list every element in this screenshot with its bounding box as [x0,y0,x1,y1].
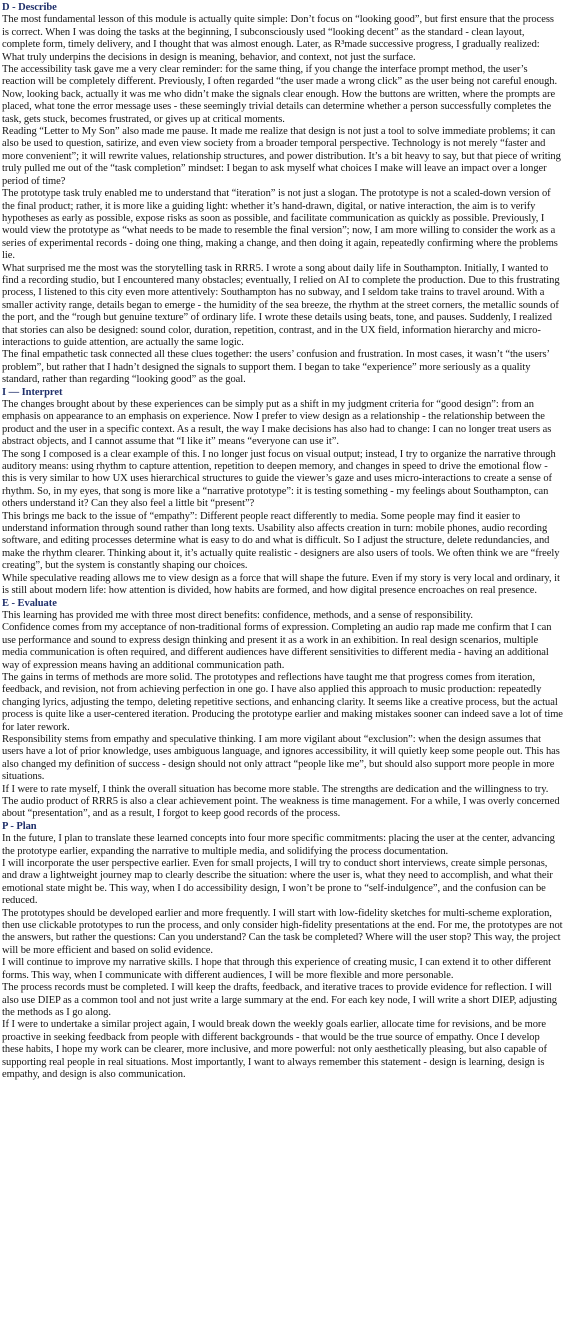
paragraph: Reading “Letter to My Son” also made me pause. It made me realize that design is not just a tool to solve immediate problems; it can also be used to question, satirize, and even view society from a broader temporal perspective. Technology is not merely “faster and more convenient”; it will rewrite values, relationship structures, and power distribution. It’s a bit heavy to say, but that piece of writing truly pulled me out of the “task completion” mindset: I began to ask myself what choices I make will leave an impact over a longer period of time? [2,126,561,187]
paragraph: I will incorporate the user perspective earlier. Even for small projects, I will try to conduct short interviews, create simple personas, and draw a lightweight journey map to clearly describe the situation: where the user is, what they need to accomplish, and what their emotional state might be. This way, when I do accessibility design, I won’t be prone to “self-indulgence”, and the confusion can be reduced. [2,858,553,907]
interpret-section [2,387,563,598]
paragraph: What surprised me the most was the storytelling task in RRR5. I wrote a song about daily life in Southampton. Initially, I wanted to find a recording studio, but I encountered many obstacles; eventually, I relied on AI to complete the production. Due to this frustrating process, I listened to this city even more attentively: Southampton has no subway, and I seldom take trains to travel around. With a smaller activity range, details began to emerge - the humidity of the sea breeze, the rhythm at the street corners, the metallic sounds of the port, and the “rough but genuine texture” of ordinary life. I wrote these details using beats, tone, and pauses. Suddenly, I realized that stories can also be designed: sound color, duration, repetition, contrast, and in the UX field, information hierarchy and micro-interactions to guide attention, are actually the same logic. [2,262,560,348]
paragraph: The final empathetic task connected all these clues together: the users’ confusion and frustration. In most cases, it wasn’t “the users’ problem”, but rather that I hadn’t designed the signals to support them. I began to take “experience” more seriously as a quality standard, rather than regarding “looking good” as the goal. [2,349,550,386]
section-heading-evaluate: E - Evaluate [2,597,57,609]
paragraph: The prototypes should be developed earlier and more frequently. I will start with low-fidelity sketches for multi-scheme exploration, then use clickable prototypes to run the process, and only consider high-fidelity presentations at the end. For me, the prototypes are not the answers, but rather the questions: Can you understand? Can the task be completed? Where will the user stop? This way, the project will be more efficient and based on solid evidence. [2,907,563,956]
describe-section [2,2,563,387]
plan-section [2,821,563,1082]
paragraph: If I were to undertake a similar project again, I would break down the weekly goals earlier, allocate time for revisions, and be more proactive in seeking feedback from people with different backgrounds - that would be the true source of empathy. Once I develop these habits, I hope my work can be clearer, more inclusive, and more powerful: not only aesthetically pleasing, but also capable of supporting real people in real situations. Most importantly, I want to always remember this statement - design is learning, design is empathy, and design is also communication. [2,1019,547,1080]
paragraph: If I were to rate myself, I think the overall situation has become more stable. The strengths are dedication and the willingness to try. The audio product of RRR5 is also a clear achievement point. The weakness is time management. For a while, I was overly concerned about “presentation”, and as a result, I forgot to keep good records of the process. [2,783,560,820]
section-heading-plan: P - Plan [2,820,37,832]
evaluate-section [2,598,563,821]
paragraph: This brings me back to the issue of “empathy”: Different people react differently to media. Some people may find it easier to understand information through sound rather than long texts. Usability also affects creation in turn: mobile phones, audio recording software, and editing processes determine what is easy to do and what is difficult. So I adjust the structure, delete redundancies, and make the rhythm clearer. Thinking about it, it’s actually quite realistic - designers are also users of tools. We often think we are “freely creating”, but the system is constantly shaping our choices. [2,510,560,572]
paragraph: This learning has provided me with three most direct benefits: confidence, methods, and a sense of responsibility. [2,609,473,621]
section-heading-interpret: I — Interpret [2,386,63,398]
paragraph: The prototype task truly enabled me to understand that “iteration” is not just a slogan. The prototype is not a scaled-down version of the final product; rather, it is more like a guiding light: whether it’s hand-drawn, digital, or native interaction, the aim is to verify hypotheses as early as possible, expose risks as soon as possible, and facilitate communication as quickly as possible. Previously, I would view the prototype as “what needs to be made to resemble the final version”; now, I am more willing to consider the work as a series of experimental records - doing one thing, making a change, and then doing it again, repeatedly confirming where the problems lie. [2,188,558,262]
section-heading-describe: D - Describe [2,2,57,13]
paragraph: Confidence comes from my acceptance of non-traditional forms of expression. Completing an audio rap made me confirm that I can use performance and sound to express design thinking and present it as a work in an exhibition. In real design scenarios, multiple media communication is often required, and different audiences have different sensitivities to different media - having an additional way of expression means having an additional communication path. [2,622,552,671]
paragraph: While speculative reading allows me to view design as a force that will shape the future. Even if my story is very local and ordinary, it is still about modern life: how attention is divided, how habits are formed, and how digital presence encroaches on real presence. [2,572,560,597]
paragraph: The accessibility task gave me a very clear reminder: for the same thing, if you change the interface prompt method, the user’s reaction will be completely different. Previously, I often regarded “the user made a wrong click” as the user being not careful enough. Now, looking back, actually it was me who didn’t make the signals clear enough. How the buttons are written, where the prompts are placed, what tone the error message uses - these seemingly trivial details can determine whether a person successfully completes the task, gets stuck, becomes frustrated, or gives up at critical moments. [2,64,558,125]
paragraph: In the future, I plan to translate these learned concepts into four more specific commitments: placing the user at the center, advancing the prototype earlier, expanding the narrative to multiple media, and solidifying the process documentation. [2,833,555,857]
paragraph: I will continue to improve my narrative skills. I hope that through this experience of creating music, I can extend it to other different forms. This way, when I communicate with different audiences, I will be more flexible and more personable. [2,957,552,981]
paragraph: The changes brought about by these experiences can be simply put as a shift in my judgment criteria for “good design”: from an emphasis on appearance to an emphasis on experience. Now I prefer to view design as a relationship - the relationship between the product and the user in a specific context. As a result, the way I make decisions has also had to change: I can no longer treat users as abstract objects, and I cannot assume that “I like it” means “everyone can use it”. [2,399,552,448]
paragraph: The gains in terms of methods are more solid. The prototypes and reflections have taught me that progress comes from iteration, feedback, and revision, not from achieving perfection in one go. I have also applied this approach to music production: repeatedly changing lyrics, adjusting the tempo, deleting repetitive sections, and enhancing clarity. It seems like a creative process, but the actual process is quite like a user-centered iteration. Producing the prototype earlier and making mistakes sooner can indeed save a lot of time for later rework. [2,671,563,733]
paragraph: The process records must be completed. I will keep the drafts, feedback, and iterative traces to provide evidence for reflection. I will also use DIEP as a common tool and not just write a large summary at the end. For each key node, I will write a short DIEP, adjusting the methods as I go along. [2,982,557,1018]
paragraph: Responsibility stems from empathy and speculative thinking. I am more vigilant about “exclusion”: when the design assumes that users have a lot of prior knowledge, uses ambiguous language, and ignores accessibility, it will quietly keep some people out. This has also changed my definition of success - design should not only attract “people like me”, but should also support more people in more situations. [2,733,560,783]
paragraph: The song I composed is a clear example of this. I no longer just focus on visual output; instead, I try to organize the narrative through auditory means: using rhythm to capture attention, repetition to deepen memory, and changes in speed to drive the emotional flow - this is very similar to how UX uses hierarchical structures to guide the viewer’s gaze and uses micro-interactions to create a sense of rhythm. So, in my eyes, that song is more like a “narrative prototype”: it is testing something - my feelings about Southampton, can others understand it? Can they also feel a little bit “present”? [2,448,556,510]
paragraph: The most fundamental lesson of this module is actually quite simple: Don’t focus on “looking good”, but first ensure that the process is correct. When I was doing the tasks at the beginning, I subconsciously used “looking decent” as the standard - clean layout, complete form, timely delivery, and I thought that was almost enough. Later, as R³made successive progress, I gradually realized: What truly underpins the decisions in design is meaning, behavior, and context, not just the surface. [2,14,554,63]
